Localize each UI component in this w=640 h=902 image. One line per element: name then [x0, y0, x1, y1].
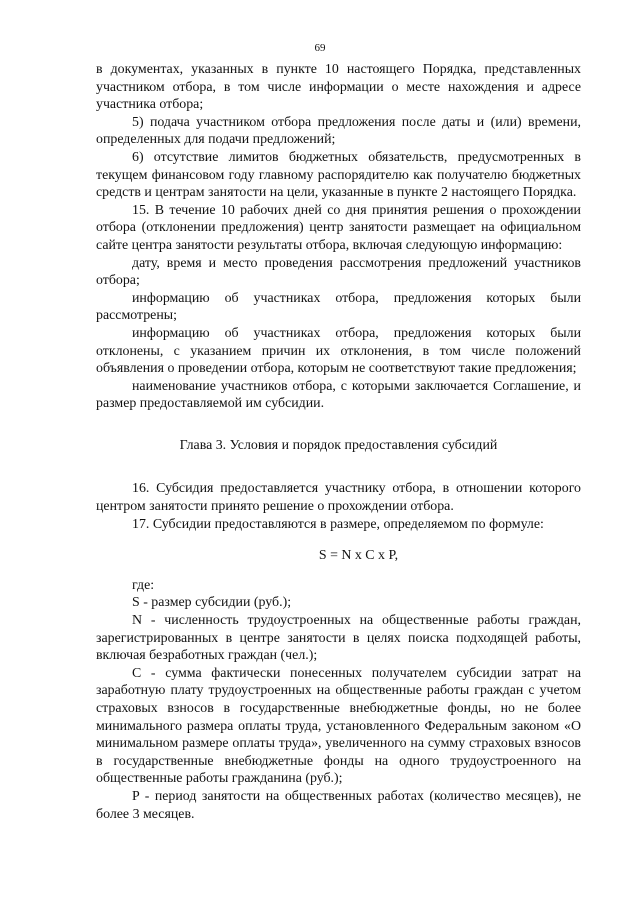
paragraph: 6) отсутствие лимитов бюджетных обязательств, предусмотренных в текущем финансовом году главному распорядителю как получателю бюджетных средств и центрам занятости на цели, указанные в пункте 2 настоящего Порядка. [96, 149, 581, 201]
paragraph: наименование участников отбора, с которыми заключается Соглашение, и размер предоставляемой им субсидии. [96, 378, 581, 412]
paragraph: информацию об участниках отбора, предложения которых были отклонены, с указанием причин их отклонения, в том числе положений объявления о проведении отбора, которым не соответствуют такие предложения; [96, 325, 581, 377]
paragraph: в документах, указанных в пункте 10 настоящего Порядка, представленных участником отбора, в том числе информации о месте нахождения и адресе участника отбора; [96, 62, 581, 113]
paragraph: S - размер субсидии (руб.); [132, 595, 292, 611]
paragraph: дату, время и место проведения рассмотрения предложений участников отбора; [96, 255, 581, 289]
paragraph: 5) подача участником отбора предложения после даты и (или) времени, определенных для подачи предложений; [96, 114, 581, 148]
paragraph: 15. В течение 10 рабочих дней со дня принятия решения о прохождении отбора (отклонении предложения) центр занятости размещает на официальном сайте центра занятости результаты отбора, включая следующую информацию: [96, 202, 581, 253]
page-number: 69 [314, 42, 326, 54]
chapter-heading: Глава 3. Условия и порядок предоставления субсидий [179, 437, 498, 453]
paragraph: где: [132, 577, 155, 593]
paragraph: P - период занятости на общественных работах (количество месяцев), не более 3 месяцев. [96, 788, 581, 822]
paragraph: 16. Субсидия предоставляется участнику отбора, в отношении которого центром занятости принято решение о прохождении отбора. [96, 481, 581, 515]
paragraph: информацию об участниках отбора, предложения которых были рассмотрены; [96, 290, 581, 324]
formula: S = N x C x P, [318, 548, 399, 564]
paragraph: N - численность трудоустроенных на общественные работы граждан, зарегистрированных в центре занятости в целях поиска подходящей работы, включая безработных граждан (чел.); [96, 613, 581, 664]
document-body [96, 61, 581, 823]
paragraph: C - сумма фактически понесенных получателем субсидии затрат на заработную плату трудоустроенных на общественные работы граждан с учетом страховых взносов в государственные внебюджетные фонды, но не более минимального размера оплаты труда, установленного Федеральным законом «О минимальном размере оплаты труда», увеличенного на сумму страховых взносов в государственные внебюджетные фонды на одного трудоустроенного на общественные работы гражданина (руб.); [96, 665, 581, 787]
paragraph: 17. Субсидии предоставляются в размере, определяемом по формуле: [132, 516, 544, 532]
